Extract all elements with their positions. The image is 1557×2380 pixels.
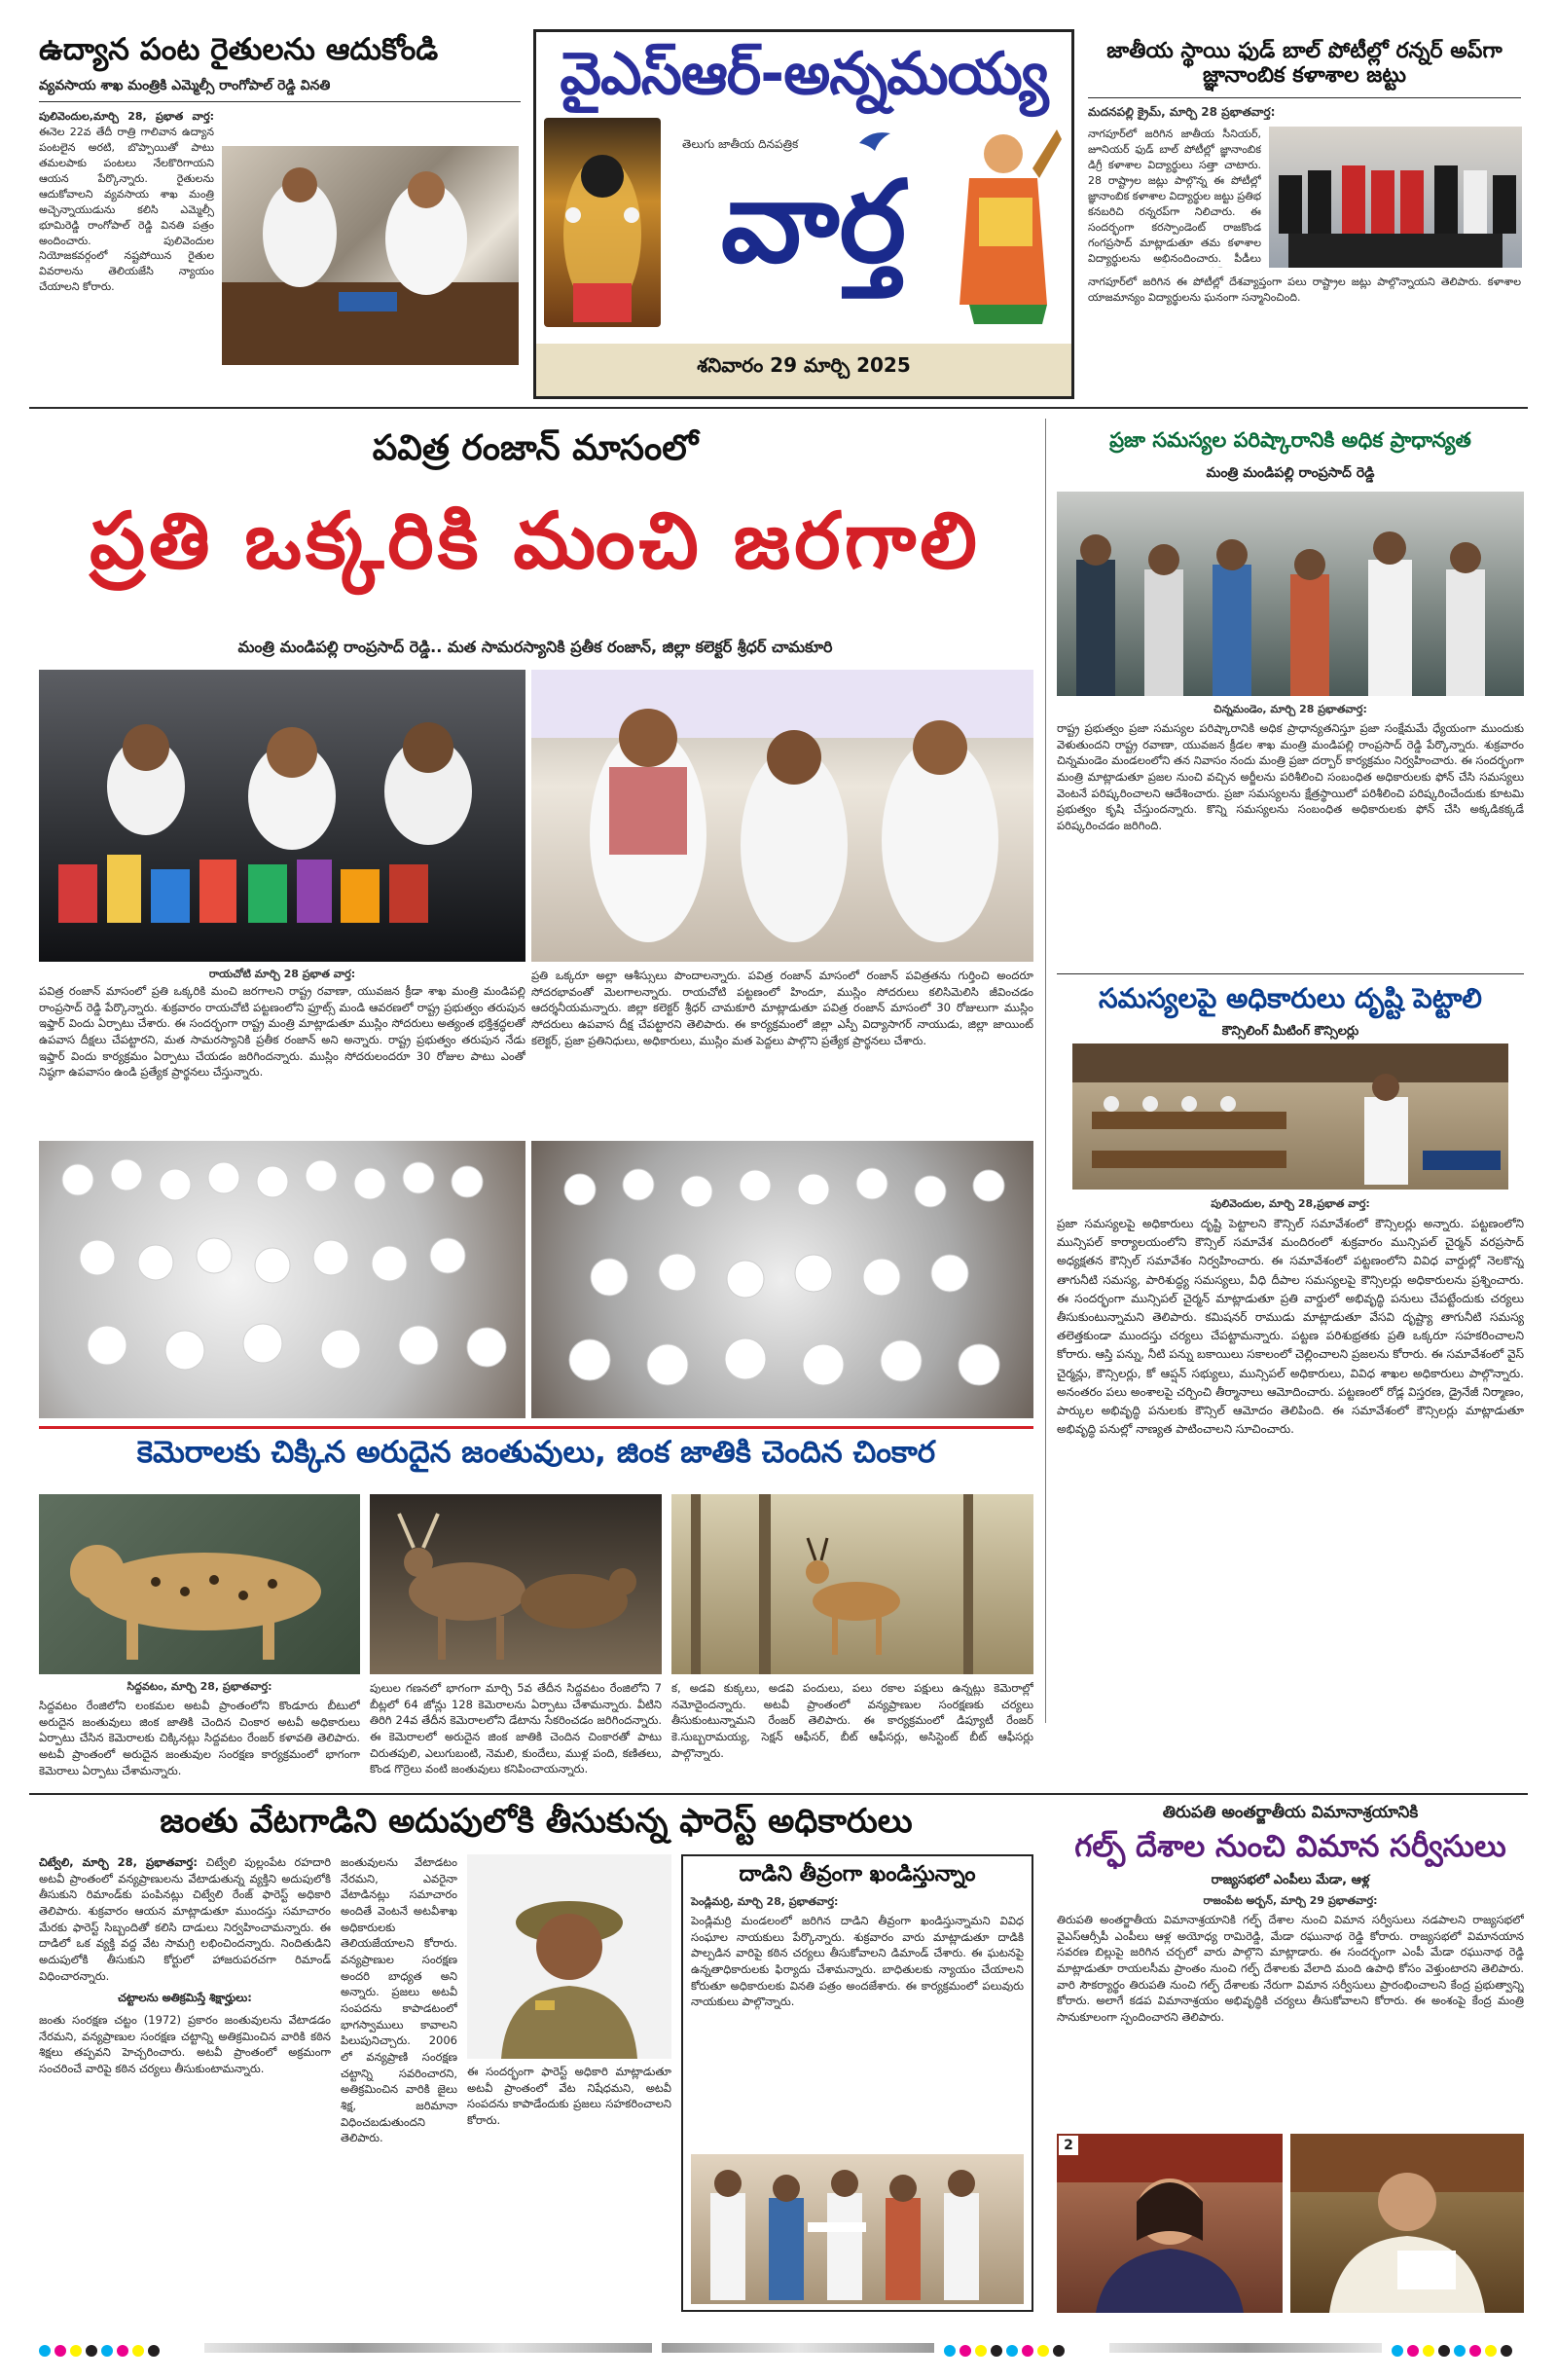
mp-portrait-right-icon xyxy=(1290,2134,1524,2313)
council-meeting-photo xyxy=(1072,1044,1508,1190)
horticulture-body: పులివెందుల,మార్చి 28, ప్రభాత వార్త: ఈనెల 22వ తేదీ రాత్రి గాలివాన ఉద్యాన పంటలైన అరటి, బొప్పాయితో పాటు తమలపాకు పంటలు నేలకొరిగాయని ఆయన పేర్కొన్నారు. రైతులను ఆదుకోవాలని వ్యవసాయ శాఖ మంత్రి అచ్చెన్నాయుడును కలిసి ఎమ్మెల్సీ భూమిరెడ్డి రాంగోపాల్ రెడ్డి వినతి పత్రం అందించారు. పులివెందుల నియోజకవర్గంలో నష్టపోయిన రైతుల వివరాలను తెలియజేసి న్యాయం చేయాలని కోరారు. xyxy=(39,110,214,294)
color-dots-left xyxy=(39,2342,163,2361)
officer-portrait-icon xyxy=(467,1854,671,2059)
crowd-graphic-right xyxy=(531,1141,1033,1418)
mp-photo-left xyxy=(1057,2134,1283,2313)
gray-bar-1 xyxy=(204,2343,652,2353)
ramzan-body-left: పవిత్ర రంజాన్ మాసంలో ప్రతి ఒక్కరికి మంచి జరగాలని రాష్ట్ర రవాణా, యువజన క్రీడా శాఖ మంత్రి మండిపల్లి రాంప్రసాద్ రెడ్డి పేర్కొన్నారు. శుక్రవారం రాయచోటి పట్టణంలోని ఫ్రూట్స్ మండి ఆవరణలో రాష్ట్ర ప్రభుత్వం తరుపున ఇఫ్తార్ విందు ఏర్పాటు చేశారు. ఈ సందర్భంగా రాష్ట్ర మంత్రి మాట్లాడుతూ ముస్లిం సోదరులు అత్యంత భక్తిశ్రద్ధలతో ఉపవాస దీక్షలు చేపట్టారని, మత సామరస్యానికి ప్రతీక రంజాన్ అని అన్నారు. రాష్ట్ర ప్రభుత్వం తరుపున నేడు ఇఫ్తార్ విందు కార్యక్రమం ఏర్పాటు చేయడం జరిగిందన్నారు. ముస్లిం సోదరులందరూ 30 రోజుల పాటు ఎంతో నిష్ఠగా ఉపవాసం ఉండి ప్రత్యేక ప్రార్థనలు చేస్తున్నారు. xyxy=(39,984,525,1080)
football-body-a: నాగపూర్‌లో జరిగిన జాతీయ సీనియర్, జూనియర్ ఫుడ్ బాల్ పోటీల్లో జ్ఞానాంబిక డిగ్రీ కళాశాల విద్యార్థులు సత్తా చాటారు. 28 రాష్ట్రాల జట్లు పాల్గొన్న ఈ పోటీల్లో జ్ఞానాంబిక కళాశాల విద్యార్థుల జట్టు ప్రతిభ కనబరిచి రన్నరప్‌గా నిలిచారు. ఈ సందర్భంగా కరస్పాండెంట్ రాజకొండ గంగప్రసాద్ మాట్లాడుతూ తమ కళాశాల విద్యార్థులను అభినందించారు. పీడీలు xyxy=(1088,128,1261,265)
box-story-dateline: పెండ్లిమర్రి, మార్చి 28, ప్రభాతవార్త: xyxy=(691,1895,839,1908)
hunter-col2b: ఈ సందర్భంగా ఫారెస్ట్ అధికారి మాట్లాడుతూ అటవీ ప్రాంతంలో వేట నిషేధమని, అటవీ సంపదను కాపాడేందుకు ప్రజలు సహకరించాలని కోరారు. xyxy=(467,2065,671,2128)
box-story-headline: దాడిని తీవ్రంగా ఖండిస్తున్నాం xyxy=(739,1862,976,1886)
mp-portrait-left-icon xyxy=(1057,2134,1283,2313)
public-grievance-photo xyxy=(1057,492,1524,696)
hunter-dateline: చిట్వేలి, మార్చి 28, ప్రభాతవార్త: xyxy=(39,1855,198,1869)
masthead-date: శనివారం 29 మార్చి 2025 xyxy=(697,353,911,377)
council-graphic xyxy=(1072,1044,1508,1190)
iftar-crowd-photo-right xyxy=(531,1141,1033,1418)
airport-kicker: తిరుపతి అంతర్జాతీయ విమానాశ్రయానికి xyxy=(1162,1803,1419,1822)
hunter-col1: చిట్వేలి, మార్చి 28, ప్రభాతవార్త: చిట్వేలి పుల్లంపేట రహదారి అటవీ ప్రాంతంలో వన్యప్రాణులను వేటాడుతున్న వ్యక్తిని అదుపులోకి తీసుకుని రిమాండ్‌కు పంపినట్లు చిట్వేలి రేంజ్ ఫారెస్ట్ అధికారి తెలిపారు. శుక్రవారం ఆయన మాట్లాడుతూ ముందస్తు సమాచారం మేరకు ఫారెస్ట్ సిబ్బందితో కలిసి దాడులు నిర్వహించామన్నారు. ఈ దాడిలో ఒక వ్యక్తి వద్ద వేట సామగ్రి లభించిందన్నారు. నిందితుడిని అదుపులోకి తీసుకుని కోర్టులో హాజరుపరచగా రిమాండ్ విధించారన్నారు. చట్టాలను అతిక్రమిస్తే శిక్షార్హులు: జంతు సంరక్షణ చట్టం (1972) ప్రకారం జంతువులను వేటాడడం నేరమని, వన్యప్రాణుల సంరక్షణ చట్టాన్ని అతిక్రమించిన వారికి కఠిన శిక్షలు తప్పవని హెచ్చరించారు. అటవీ ప్రాంతంలో అక్రమంగా సంచరించే వారిపై కఠిన చర్యలు తీసుకుంటామన్నారు. xyxy=(39,1855,331,2076)
deity-icon xyxy=(544,118,661,327)
airport-body: తిరుపతి అంతర్జాతీయ విమానాశ్రయానికి గల్ఫ్ దేశాల నుంచి విమాన సర్వీసులు నడపాలని రాజ్యసభలో వైఎస్ఆర్సీపీ ఎంపీలు ఆళ్ల అయోధ్య రామిరెడ్డి, మేడా రఘునాథ రెడ్డి కోరారు. రాజ్యసభలో విమానయాన సవరణ బిల్లుపై జరిగిన చర్చలో వారు పాల్గొని మాట్లాడారు. ఈ సందర్భంగా ఎంపీ మేడా రఘునాథ రెడ్డి మాట్లాడుతూ రాయలసీమ ప్రాంతం నుంచి గల్ఫ్ దేశాలకు వేలాది మంది ఉపాధి కోసం వెళ్తుంటారని తెలిపారు. వారి సౌకర్యార్థం తిరుపతి నుంచి గల్ఫ్ దేశాలకు నేరుగా విమాన సర్వీసులు ప్రారంభించాలని కేంద్ర ప్రభుత్వాన్ని కోరారు. అలాగే కడప విమానాశ్రయం అభివృద్ధికి చర్యలు తీసుకోవాలని కోరారు. ఈ అంశంపై కేంద్ర మంత్రి సానుకూలంగా స్పందించారని తెలిపారు. xyxy=(1057,1913,1524,2025)
team-photo-graphic xyxy=(1269,127,1522,268)
football-body-b: నాగపూర్‌లో జరిగిన ఈ పోటీల్లో దేశవ్యాప్తంగా పలు రాష్ట్రాల జట్లు పాల్గొన్నాయని తెలిపారు. కళాశాల యాజమాన్యం విద్యార్థులను ఘనంగా సన్మానించింది. xyxy=(1088,275,1521,304)
council-body: ప్రజా సమస్యలపై అధికారులు దృష్టి పెట్టాలని కౌన్సిల్ సమావేశంలో కౌన్సిలర్లు అన్నారు. పట్టణంలోని మున్సిపల్ కార్యాలయంలోని కౌన్సిల్ సమావేశ మందిరంలో శుక్రవారం మున్సిపల్ చైర్మన్ వరప్రసాద్ అధ్యక్షతన కౌన్సిల్ సమావేశం నిర్వహించారు. ఈ సమావేశంలో పట్టణంలోని వివిధ వార్డుల్లో నెలకొన్న తాగునీటి సమస్య, పారిశుద్ధ్య సమస్యలు, వీధి దీపాల సమస్యలపై కౌన్సిలర్లు అధికారులను ప్రశ్నించారు. ఈ సందర్భంగా మున్సిపల్ చైర్మన్ మాట్లాడుతూ ప్రతి వార్డులో అభివృద్ధి పనులు చేపట్టేందుకు చర్యలు తీసుకుంటున్నామని తెలిపారు. కమిషనర్ రాముడు మాట్లాడుతూ వేసవి దృష్ట్యా తాగునీటి సమస్య తలెత్తకుండా ముందస్తు చర్యలు చేపట్టామన్నారు. పట్టణ పరిశుభ్రతకు ప్రతి ఒక్కరూ సహకరించాలని కోరారు. ఆస్తి పన్ను, నీటి పన్ను బకాయిలు సకాలంలో చెల్లించాలని ప్రజలను కోరారు. ఈ సమావేశంలో వైస్ చైర్మన్లు, కౌన్సిలర్లు, కో ఆప్షన్ సభ్యులు, మున్సిపల్ అధికారులు, వివిధ శాఖల అధికారులు పాల్గొన్నారు. అనంతరం పలు అంశాలపై చర్చించి తీర్మానాలు ఆమోదించారు. పట్టణంలో రోడ్ల విస్తరణ, డ్రైనేజీ నిర్మాణం, పార్కుల అభివృద్ధి పనులకు కౌన్సిల్ ఆమోదం తెలిపింది. ఈ సమావేశంలో కౌన్సిలర్లు మాట్లాడుతూ అభివృద్ధి పనుల్లో నాణ్యత పాటించాలని సూచించారు. xyxy=(1057,1217,1524,1437)
masthead-tagline: తెలుగు జాతీయ దినపత్రిక xyxy=(682,137,799,151)
ramzan-felicitation-photo xyxy=(531,670,1033,962)
council-headline: సమస్యలపై అధికారులు దృష్టి పెట్టాలి xyxy=(1099,982,1482,1014)
press-meet-graphic xyxy=(39,670,525,962)
color-dots-right xyxy=(1392,2342,1516,2361)
gray-bar-3 xyxy=(1109,2343,1382,2353)
football-team-photo xyxy=(1269,127,1522,268)
horticulture-headline: ఉద్యాన పంట రైతులను ఆదుకోండి xyxy=(39,32,439,67)
annamayya-icon xyxy=(950,110,1067,329)
box-story-photo xyxy=(691,2154,1024,2304)
annamayya-image xyxy=(950,110,1067,329)
public-subhead: మంత్రి మండిపల్లి రాంప్రసాద్ రెడ్డి xyxy=(1206,465,1375,481)
horticulture-dateline: పులివెందుల,మార్చి 28, ప్రభాత వార్త: xyxy=(39,110,214,123)
felicitation-graphic xyxy=(531,670,1033,962)
gray-bar-2 xyxy=(662,2343,934,2353)
masthead-logo: వార్త xyxy=(720,156,907,288)
deer-icon xyxy=(370,1494,662,1674)
hunter-col2: జంతువులను వేటాడటం నేరమని, ఎవరైనా వేటాడినట్లు సమాచారం అందితే వెంటనే అటవీశాఖ అధికారులకు తెలియజేయాలని కోరారు. వన్యప్రాణుల సంరక్షణ అందరి బాధ్యత అని అన్నారు. ప్రజలు అటవీ సంపదను కాపాడటంలో భాగస్వాములు కావాలని పిలుపునిచ్చారు. 2006 లో వన్యప్రాణి సంరక్షణ చట్టాన్ని సవరించారని, అతిక్రమించిన వారికి జైలు శిక్ష, జరిమానా విధించబడుతుందని తెలిపారు. xyxy=(341,1855,457,2145)
leopard-icon xyxy=(39,1494,360,1674)
deity-image-left xyxy=(544,118,661,327)
public-body: రాష్ట్ర ప్రభుత్వం ప్రజా సమస్యల పరిష్కారానికి అధిక ప్రాధాన్యతనిస్తూ ప్రజా సంక్షేమమే ధ్యేయంగా ముందుకు వెళుతుందని రాష్ట్ర రవాణా, యువజన క్రీడల శాఖ మంత్రి మండిపల్లి రాంప్రసాద్ రెడ్డి పేర్కొన్నారు. శుక్రవారం చిన్నమండెం మండలంలోని తన నివాసం నందు మంత్రి ప్రజా దర్బార్ కార్యక్రమం నిర్వహించారు. ఈ సందర్భంగా మంత్రి మాట్లాడుతూ ప్రజల నుంచి వచ్చిన అర్జీలను పరిశీలించి సంబంధిత అధికారులకు ఫోన్ చేసి సమస్యలు వెంటనే పరిష్కరించాలని ఆదేశించారు. ప్రజా సమస్యలను క్షేత్రస్థాయిలో పరిశీలించి పరిష్కరించేందుకు కూటమి ప్రభుత్వం కృషి చేస్తుందన్నారు. కొన్ని సమస్యలను సంబంధిత అధికారులకు ఫోన్ చేసి అక్కడికక్కడే పరిష్కరించడం జరిగింది. xyxy=(1057,721,1524,833)
public-headline: ప్రజా సమస్యల పరిష్కారానికి అధిక ప్రాధాన్యత xyxy=(1109,428,1471,452)
ramzan-headline: ప్రతి ఒక్కరికి మంచి జరగాలి xyxy=(90,495,981,586)
cameras-col3: క, అడవి కుక్కలు, అడవి పందులు, పలు రకాల పక్షులు ఉన్నట్లు కెమెరాల్లో నమోదైందన్నారు. అటవీ ప్రాంతంలో వన్యప్రాణుల సంరక్షణకు చర్యలు తీసుకుంటున్నామని రేంజర్ తెలిపారు. ఈ కార్యక్రమంలో డిప్యూటీ రేంజర్ కె.సుబ్బరామయ్య, సెక్షన్ ఆఫీసర్, బీట్ ఆఫీసర్లు, అసిస్టెంట్ బీట్ ఆఫీసర్లు పాల్గొన్నారు. xyxy=(671,1681,1033,1760)
ramzan-body-right: ప్రతి ఒక్కరూ అల్లా ఆశీస్సులు పొందాలన్నారు. పవిత్ర రంజాన్ మాసంలో రంజాన్ పవిత్రతను గుర్తించి అందరూ సోదరభావంతో మెలగాలన్నారు. రాయచోటి పట్టణంలో హిందూ, ముస్లిం సోదరులు కలిసిమెలిసి జీవించడం ఆదర్శనీయమన్నారు. జిల్లా కలెక్టర్ శ్రీధర్ చామకూరి మాట్లాడుతూ పవిత్ర రంజాన్ మాసంలో 30 రోజులుగా ముస్లిం సోదరులు ఉపవాస దీక్ష చేపట్టారని తెలిపారు. ఈ కార్యక్రమంలో జిల్లా ఎస్పీ విద్యాసాగర్ నాయుడు, జిల్లా జాయింట్ కలెక్టర్, ప్రజా ప్రతినిధులు, అధికారులు, ముస్లిం మత పెద్దలు పాల్గొని ప్రత్యేక ప్రార్థనలు చేశారు. xyxy=(531,969,1033,1047)
masthead xyxy=(533,29,1074,399)
handover-graphic xyxy=(691,2154,1024,2304)
cameras-col1: సిద్దవటం రేంజిలోని లంకమల అటవీ ప్రాంతంలోని కొండూరు బీటులో అరుదైన జంతువులు జింక జాతికి చెందిన చింకార అటవీ అధికారులు ఏర్పాటు చేసిన కెమెరాలకు చిక్కినట్లు సిద్దవటం రేంజర్ కళావతి తెలిపారు. అటవీ ప్రాంతంలో అరుదైన జంతువుల సంరక్షణ కార్యక్రమంలో భాగంగా కెమెరాలు ఏర్పాటు చేశామన్నారు. xyxy=(39,1699,360,1777)
color-dots-middle xyxy=(944,2342,1068,2361)
public-dateline: చిన్నమండెం, మార్చి 28 ప్రభాతవార్త: xyxy=(1213,703,1367,715)
grievance-graphic xyxy=(1057,492,1524,696)
horticulture-subhead: వ్యవసాయ శాఖ మంత్రికి ఎమ్మెల్సీ రాంగోపాల్ రెడ్డి వినతి xyxy=(39,78,331,93)
mp-photo-right xyxy=(1290,2134,1524,2313)
airport-dateline: రాజంపేట అర్బన్, మార్చి 29 ప్రభాతవార్త: xyxy=(1203,1894,1378,1907)
hunter-headline: జంతు వేటగాడిని అదుపులోకి తీసుకున్న ఫారెస్ట్ అధికారులు xyxy=(160,1802,913,1841)
football-headline: జాతీయ స్థాయి ఫుడ్ బాల్ పోటీల్లో రన్నర్ అప్‌గా జ్ఞానాంబిక కళాశాల జట్టు xyxy=(1106,39,1503,89)
leopard-photo xyxy=(39,1494,360,1674)
chinkara-photo xyxy=(671,1494,1033,1674)
iftar-crowd-photo-left xyxy=(39,1141,525,1418)
chinkara-icon xyxy=(671,1494,1033,1674)
ramzan-kicker: పవిత్ర రంజాన్ మాసంలో xyxy=(372,428,699,468)
page-number: 2 xyxy=(1059,2136,1078,2155)
ramzan-subhead: మంత్రి మండిపల్లి రాంప్రసాద్ రెడ్డి.. మత సామరస్యానికి ప్రతీక రంజాన్, జిల్లా కలెక్టర్ శ్రీధర్ చామకూరి xyxy=(237,638,833,656)
airport-subhead: రాజ్యసభలో ఎంపీలు మేడా, ఆళ్ల xyxy=(1211,1873,1370,1887)
sambar-deer-photo xyxy=(370,1494,662,1674)
hunter-note-heading: చట్టాలను అతిక్రమిస్తే శిక్షార్హులు: xyxy=(118,1991,252,2005)
cameras-headline: కెమెరాలకు చిక్కిన అరుదైన జంతువులు, జింక జాతికి చెందిన చింకార xyxy=(136,1435,936,1470)
forest-officer-photo xyxy=(467,1854,671,2059)
ramzan-dateline: రాయచోటి మార్చి 28 ప్రభాత వార్త: xyxy=(208,968,356,980)
box-story xyxy=(681,1854,1033,2312)
crowd-graphic-left xyxy=(39,1141,525,1418)
cameras-col2: పులుల గణనలో భాగంగా మార్చి 5వ తేదీన సిద్దవటం రేంజిలోని 7 బీట్లలో 64 జోన్లు 128 కెమెరాలను ఏర్పాటు చేశామన్నారు. వీటిని తిరిగి 24వ తేదీన కెమెరాలలోని డేటాను సేకరించడం జరిగిందన్నారు. ఈ కెమెరాలలో అరుదైన జింక జాతికి చెందిన చింకారతో పాటు చిరుతపులి, ఎలుగుబంటి, నెమలి, కుందేలు, ముళ్ల పంది, కణితలు, కొండ గొర్రెలు వంటి జంతువులు కనిపించాయన్నారు. xyxy=(370,1681,662,1776)
ramzan-press-photo xyxy=(39,670,525,962)
cameras-dateline: సిద్దవటం, మార్చి 28, ప్రభాతవార్త: xyxy=(127,1680,272,1693)
dove-icon xyxy=(857,126,892,155)
horticulture-photo xyxy=(222,146,519,365)
council-dateline: పులివెందుల, మార్చి 28,ప్రభాత వార్త: xyxy=(1211,1197,1370,1210)
meeting-photo-graphic xyxy=(222,146,519,365)
football-dateline: మదనపల్లి క్రైమ్, మార్చి 28 ప్రభాతవార్త: xyxy=(1088,105,1276,119)
masthead-title: వైఎస్ఆర్-అన్నమయ్య xyxy=(560,40,1048,108)
color-registration-strip xyxy=(39,2340,1524,2356)
box-story-body: పెండ్లిమర్రి మండలంలో జరిగిన దాడిని తీవ్రంగా ఖండిస్తున్నామని వివిధ సంఘాల నాయకులు పేర్కొన్నారు. శుక్రవారం వారు మాట్లాడుతూ దాడికి పాల్పడిన వారిపై కఠిన చర్యలు తీసుకోవాలని డిమాండ్ చేశారు. ఈ ఘటనపై ఉన్నతాధికారులకు ఫిర్యాదు చేశామన్నారు. బాధితులకు న్యాయం చేయాలని కోరుతూ అధికారులకు వినతి పత్రం అందజేశారు. ఈ కార్యక్రమంలో పలువురు నాయకులు పాల్గొన్నారు. xyxy=(691,1914,1024,2009)
council-subhead: కౌన్సిలింగ్ మీటింగ్ కౌన్సిలర్లు xyxy=(1221,1024,1359,1039)
airport-headline: గల్ఫ్ దేశాల నుంచి విమాన సర్వీసులు xyxy=(1074,1829,1506,1864)
